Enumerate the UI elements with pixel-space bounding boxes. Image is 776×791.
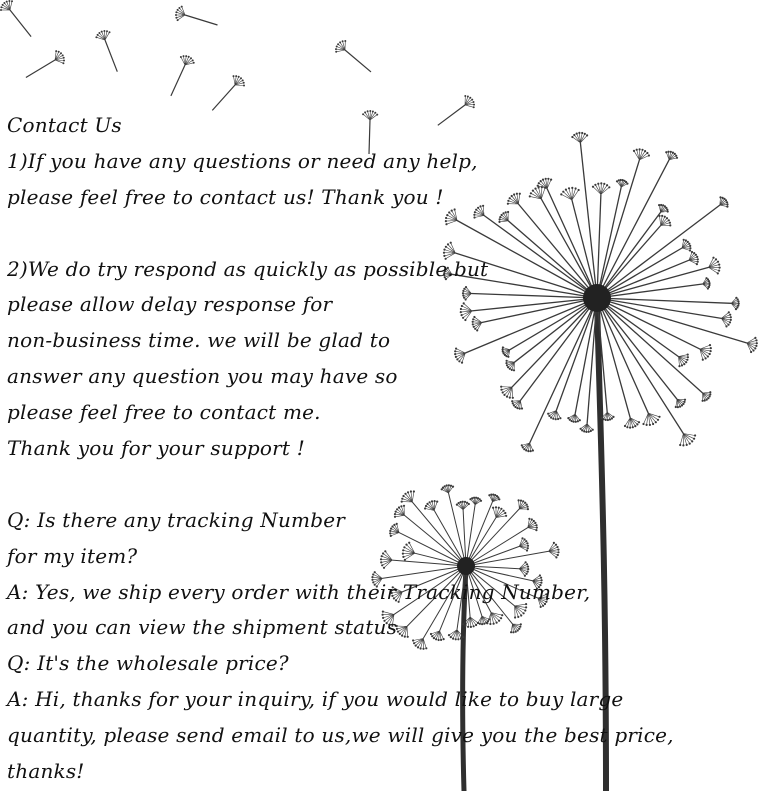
paragraph-2-line-3: non-business time. we will be glad to: [7, 328, 391, 353]
faq-2-question-line-1: Q: It's the wholesale price?: [7, 651, 289, 676]
faq-1-question-line-1: Q: Is there any tracking Number: [7, 507, 346, 532]
floating-seed-icon: [171, 55, 195, 96]
floating-seed-icon: [212, 75, 245, 110]
faq-1-question-line-2: for my item?: [7, 543, 138, 568]
blank-line: [7, 467, 767, 503]
paragraph-2-line-4: answer any question you may have so: [7, 364, 398, 389]
paragraph-2-line-2: please allow delay response for: [7, 292, 333, 317]
paragraph-2-line-6: Thank you for your support !: [7, 436, 305, 461]
floating-seed-icon: [335, 40, 371, 72]
faq-2-answer-line-3: thanks!: [7, 759, 85, 784]
paragraph-2-line-5: please feel free to contact me.: [7, 400, 321, 425]
contact-title: Contact Us: [7, 113, 122, 137]
blank-line: [7, 216, 767, 252]
faq-2-answer-line-2: quantity, please send email to us,we will give you the best price,: [7, 723, 674, 748]
faq-1-answer-line-2: and you can view the shipment status: [7, 615, 398, 640]
floating-seed-icon: [175, 6, 218, 25]
paragraph-2-line-1: 2)We do try respond as quickly as possible.but: [7, 256, 489, 281]
floating-seed-icon: [95, 30, 117, 72]
paragraph-1-line-1: 1)If you have any questions or need any help,: [7, 148, 478, 173]
faq-2-answer-line-1: A: Hi, thanks for your inquiry, if you would like to buy large: [7, 687, 624, 712]
faq-1-answer-line-1: A: Yes, we ship every order with their Tracking Number,: [7, 579, 591, 604]
floating-seed-icon: [0, 0, 31, 37]
floating-seed-icon: [26, 50, 65, 77]
paragraph-1-line-2: please feel free to contact us! Thank you !: [7, 184, 444, 209]
contact-text-block: [7, 108, 767, 790]
